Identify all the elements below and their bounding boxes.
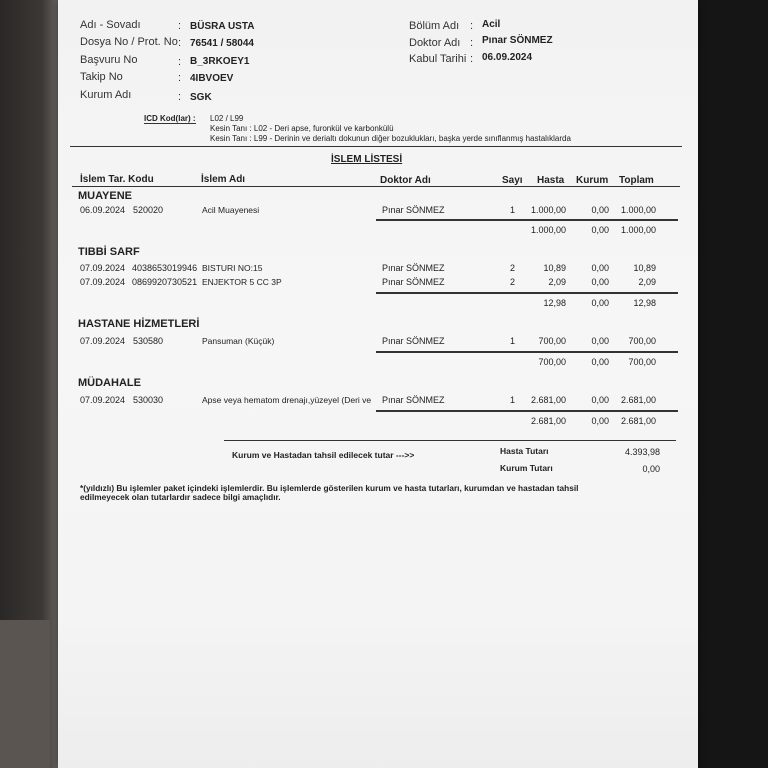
subtotal-kurum: 0,00 — [591, 225, 609, 235]
name-label: Adı - Sovadı — [80, 19, 141, 31]
admission-date-label: Kabul Tarihi — [409, 53, 467, 65]
tracking-no: 4IBVOEV — [190, 73, 234, 84]
row-count: 1 — [509, 205, 515, 215]
institution-label: Kurum Adı — [80, 89, 132, 101]
row-name: Apse veya hematom drenajı,yüzeyel (Deri ve — [202, 395, 372, 405]
subtotal-line — [376, 219, 678, 221]
subtotal-hasta: 2.681,00 — [530, 416, 566, 426]
header-toplam: Toplam — [619, 175, 654, 186]
background-left-lower — [0, 620, 50, 768]
row-hasta: 700,00 — [538, 336, 566, 346]
row-doctor: Pınar SÖNMEZ — [382, 336, 445, 346]
row-kurum: 0,00 — [591, 263, 609, 273]
subtotal-toplam: 1.000,00 — [620, 225, 656, 235]
row-count: 1 — [509, 395, 515, 405]
section-title: HASTANE HİZMETLERİ — [78, 318, 200, 330]
background-right — [698, 0, 768, 768]
divider — [70, 146, 682, 147]
collect-label: Kurum ve Hastadan tahsil edilecek tutar --->> — [232, 450, 415, 460]
row-kurum: 0,00 — [591, 395, 609, 405]
subtotal-line — [376, 410, 678, 412]
department: Acil — [482, 19, 501, 30]
institution: SGK — [190, 92, 212, 103]
header-name: İslem Adı — [201, 174, 246, 185]
row-kurum: 0,00 — [591, 205, 609, 215]
kurum-total-label: Kurum Tutarı — [500, 463, 553, 473]
row-name: BISTURI NO:15 — [202, 263, 263, 273]
subtotal-kurum: 0,00 — [591, 416, 609, 426]
file-no-label: Dosya No / Prot. No — [80, 36, 178, 48]
row-count: 2 — [509, 263, 515, 273]
row-date: 07.09.2024 — [80, 277, 126, 287]
row-doctor: Pınar SÖNMEZ — [382, 277, 445, 287]
subtotal-line — [376, 292, 678, 294]
header-hasta: Hasta — [537, 175, 565, 186]
row-name: Acil Muayenesi — [202, 205, 260, 215]
row-hasta: 2.681,00 — [530, 395, 566, 405]
patient-name: BÜSRA USTA — [190, 21, 255, 32]
row-code: 520020 — [133, 205, 164, 215]
header-divider — [72, 186, 680, 187]
row-count: 2 — [509, 277, 515, 287]
row-code: 530030 — [133, 395, 164, 405]
row-kurum: 0,00 — [591, 336, 609, 346]
totals-divider — [224, 440, 676, 441]
icd-label: ICD Kod(lar) : — [144, 114, 196, 123]
subtotal-toplam: 700,00 — [628, 357, 656, 367]
row-toplam: 700,00 — [628, 336, 656, 346]
subtotal-hasta: 1.000,00 — [530, 225, 566, 235]
row-code: 530580 — [133, 336, 164, 346]
row-hasta: 1.000,00 — [530, 205, 566, 215]
list-title: İSLEM LİSTESİ — [331, 154, 403, 165]
subtotal-toplam: 2.681,00 — [620, 416, 656, 426]
doctor: Pınar SÖNMEZ — [482, 35, 553, 46]
application-no-label: Başvuru No — [80, 54, 138, 66]
row-kurum: 0,00 — [591, 277, 609, 287]
application-no: B_3RKOEY1 — [190, 56, 250, 67]
tracking-no-label: Takip No — [80, 71, 123, 83]
header-doctor: Doktor Adı — [380, 175, 431, 186]
row-hasta: 10,89 — [543, 263, 566, 273]
icd-codes: L02 / L99 — [210, 114, 244, 123]
row-name: ENJEKTOR 5 CC 3P — [202, 277, 282, 287]
row-toplam: 2.681,00 — [620, 395, 656, 405]
row-count: 1 — [509, 336, 515, 346]
row-date: 07.09.2024 — [80, 336, 126, 346]
subtotal-kurum: 0,00 — [591, 298, 609, 308]
footnote-line-2: edilmeyecek olan tutarlardır sadece bilgi amaçlıdır. — [80, 492, 281, 502]
row-code: 4038653019946 — [132, 263, 198, 273]
subtotal-hasta: 12,98 — [543, 298, 566, 308]
hasta-total-value: 4.393,98 — [624, 447, 660, 457]
hasta-total-label: Hasta Tutarı — [500, 446, 549, 456]
section-title: TIBBİ SARF — [78, 246, 140, 258]
subtotal-kurum: 0,00 — [591, 357, 609, 367]
section-title: MÜDAHALE — [78, 377, 141, 389]
row-doctor: Pınar SÖNMEZ — [382, 395, 445, 405]
row-date: 06.09.2024 — [80, 205, 126, 215]
row-toplam: 10,89 — [633, 263, 656, 273]
subtotal-toplam: 12,98 — [633, 298, 656, 308]
row-code: 0869920730521 — [132, 277, 198, 287]
diagnosis-1: Kesin Tanı : L02 - Deri apse, furonkül ve karbonkülü — [210, 124, 394, 133]
diagnosis-2: Kesin Tanı : L99 - Derinin ve derialtı dokunun diğer bozuklukları, başka yerde sınıflanmış hastalıklarda — [210, 134, 571, 143]
header-date-code: İslem Tar. Kodu — [80, 174, 154, 185]
row-doctor: Pınar SÖNMEZ — [382, 263, 445, 273]
row-date: 07.09.2024 — [80, 263, 126, 273]
header-kurum: Kurum — [576, 175, 609, 186]
kurum-total-value: 0,00 — [642, 464, 660, 474]
section-title: MUAYENE — [78, 190, 132, 202]
row-toplam: 1.000,00 — [620, 205, 656, 215]
subtotal-hasta: 700,00 — [538, 357, 566, 367]
row-date: 07.09.2024 — [80, 395, 126, 405]
header-count: Sayı — [502, 175, 523, 186]
subtotal-line — [376, 351, 678, 353]
row-hasta: 2,09 — [548, 277, 566, 287]
department-label: Bölüm Adı — [409, 20, 460, 32]
row-doctor: Pınar SÖNMEZ — [382, 205, 445, 215]
doctor-label: Doktor Adı — [409, 37, 461, 49]
file-no: 76541 / 58044 — [190, 38, 254, 49]
admission-date: 06.09.2024 — [482, 52, 533, 63]
footnote-line-1: *(yıldızlı) Bu işlemler paket içindeki işlemlerdir. Bu işlemlerde gösterilen kurum ve hasta tutarları, kurumdan ve hastadan tahsil — [80, 483, 579, 493]
row-toplam: 2,09 — [638, 277, 656, 287]
row-name: Pansuman (Küçük) — [202, 336, 275, 346]
